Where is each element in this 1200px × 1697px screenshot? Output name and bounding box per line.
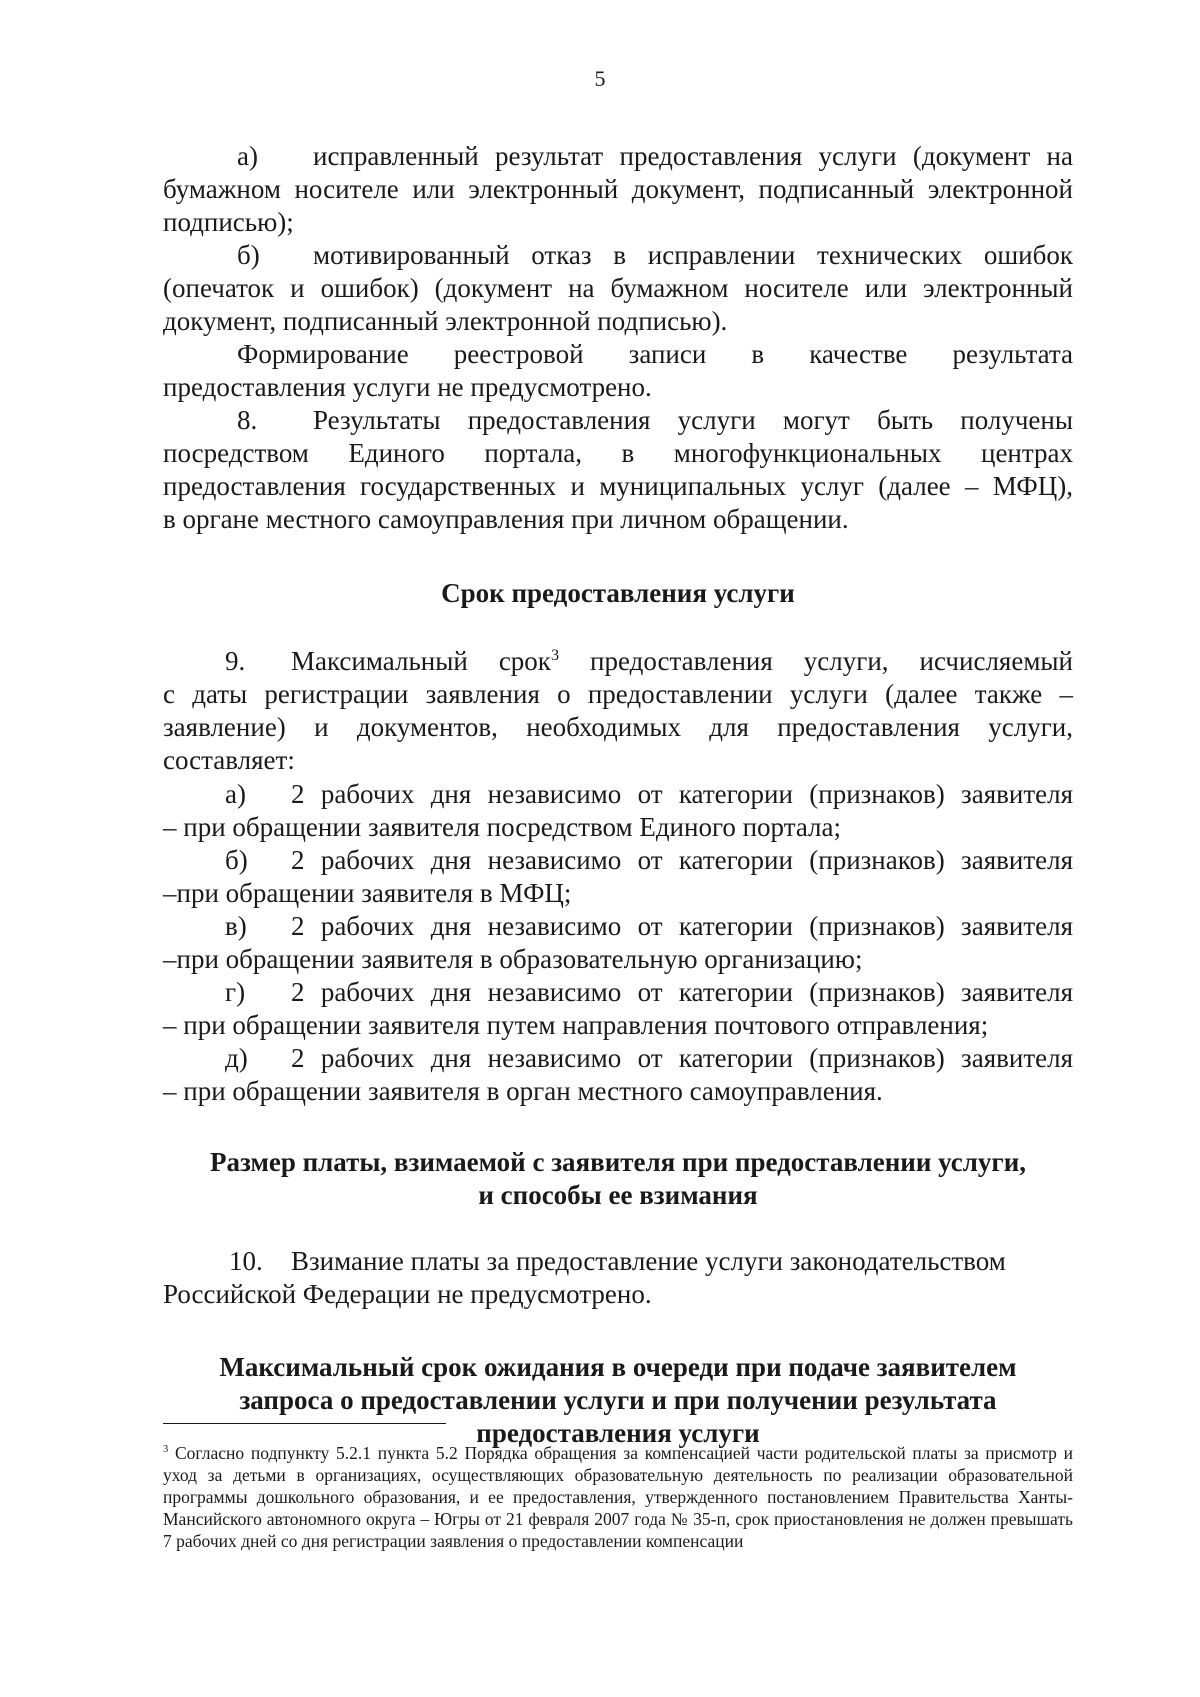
term-label: а) xyxy=(225,779,246,809)
footnote-3 xyxy=(163,1442,1073,1552)
page-number: 5 xyxy=(594,66,606,91)
term-second-line: – при обращении заявителя в орган местного самоуправления. xyxy=(163,1076,883,1106)
heading-queue xyxy=(163,1351,1073,1450)
item-9-line-3: заявление) и документов, необходимых для предоставления услуги, xyxy=(163,712,1073,742)
paragraph-a-line-1: исправленный результат предоставления услуги (документ на xyxy=(313,141,1073,171)
term-first-line: 2 рабочих дня независимо от категории (признаков) заявителя xyxy=(291,911,1073,941)
paragraph-b-line-2: (опечаток и ошибок) (документ на бумажном носителе или электронный xyxy=(163,273,1073,303)
item-8 xyxy=(163,404,1073,536)
item-9-line-1-rest: предоставления услуги, исчисляемый xyxy=(590,646,1074,676)
heading-queue-line-1: Максимальный срок ожидания в очереди при подаче заявителем xyxy=(219,1352,1017,1382)
term-first-line: 2 рабочих дня независимо от категории (признаков) заявителя xyxy=(291,779,1073,809)
item-9-number: 9. xyxy=(225,646,246,676)
footnote-ref-3[interactable]: 3 xyxy=(550,646,560,664)
footnote-mark: 3 xyxy=(163,1444,169,1456)
heading-service-term: Срок предоставления услуги xyxy=(441,578,795,608)
term-second-line: – при обращении заявителя путем направления почтового отправления; xyxy=(163,1010,989,1040)
term-second-line: –при обращении заявителя в МФЦ; xyxy=(163,878,572,908)
item-10-line-2: Российской Федерации не предусмотрено. xyxy=(163,1279,652,1309)
document-body xyxy=(163,140,1073,1450)
paragraph-b xyxy=(163,239,1073,338)
paragraph-a-label: а) xyxy=(237,141,258,171)
term-label: д) xyxy=(225,1043,248,1073)
paragraph-a-line-3: подписью); xyxy=(163,207,294,237)
heading-queue-line-2: запроса о предоставлении услуги и при получении результата xyxy=(239,1385,997,1415)
item-9-line-2: с даты регистрации заявления о предоставлении услуги (далее также – xyxy=(163,679,1073,709)
item-8-line-4: в органе местного самоуправления при личном обращении. xyxy=(163,504,849,534)
item-8-number: 8. xyxy=(237,405,258,435)
paragraph-a-line-2: бумажном носителе или электронный документ, подписанный электронной xyxy=(163,174,1073,204)
term-first-line: 2 рабочих дня независимо от категории (признаков) заявителя xyxy=(291,1043,1073,1073)
paragraph-a xyxy=(163,140,1073,239)
item-8-line-2: посредством Единого портала, в многофункциональных центрах xyxy=(163,438,1073,468)
list-item xyxy=(163,844,1073,910)
term-second-line: –при обращении заявителя в образовательную организацию; xyxy=(163,944,863,974)
list-item xyxy=(163,1042,1073,1108)
item-10-line-1: Взимание платы за предоставление услуги законодательством xyxy=(291,1246,1006,1276)
heading-fee-line-2: и способы ее взимания xyxy=(478,1180,758,1210)
term-label: г) xyxy=(225,977,246,1007)
footnote-divider xyxy=(163,1423,446,1424)
heading-fee xyxy=(163,1146,1073,1212)
term-label: в) xyxy=(225,911,247,941)
term-first-line: 2 рабочих дня независимо от категории (признаков) заявителя xyxy=(291,977,1073,1007)
term-first-line: 2 рабочих дня независимо от категории (признаков) заявителя xyxy=(291,845,1073,875)
item-8-line-3: предоставления государственных и муниципальных услуг (далее – МФЦ), xyxy=(163,471,1073,501)
list-item xyxy=(163,910,1073,976)
item-9-line-4: составляет: xyxy=(163,745,295,775)
registry-line-1: Формирование реестровой записи в качестве результата xyxy=(237,339,1073,369)
term-label: б) xyxy=(225,845,248,875)
item-9 xyxy=(163,645,1073,777)
paragraph-b-line-3: документ, подписанный электронной подписью). xyxy=(163,306,728,336)
paragraph-b-line-1: мотивированный отказ в исправлении технических ошибок xyxy=(313,240,1073,270)
heading-queue-line-3: предоставления услуги xyxy=(476,1418,760,1448)
registry-paragraph xyxy=(163,338,1073,404)
terms-list xyxy=(163,778,1073,1108)
heading-fee-line-1: Размер платы, взимаемой с заявителя при предоставлении услуги, xyxy=(209,1147,1026,1177)
item-8-line-1: Результаты предоставления услуги могут быть получены xyxy=(313,405,1073,435)
footnote-text: Согласно подпункту 5.2.1 пункта 5.2 Порядка обращения за компенсацией части родительской платы за присмотр и уход за детьми в организациях, осуществляющих образовательную деятельность по реализации образовательной программы дошкольного образования, и ее предоставления, утвержденного постановлением Правительства Ханты-Мансийского автономного округа – Югры от 21 февраля 2007 года № 35-п, срок приостановления не должен превышать 7 рабочих дней со дня регистрации заявления о предоставлении компенсации xyxy=(163,1443,1073,1551)
list-item xyxy=(163,976,1073,1042)
item-10 xyxy=(163,1245,1073,1311)
registry-line-2: предоставления услуги не предусмотрено. xyxy=(163,372,652,402)
item-9-line-1-start: Максимальный срок xyxy=(291,646,551,676)
term-second-line: – при обращении заявителя посредством Единого портала; xyxy=(163,812,842,842)
item-10-number: 10. xyxy=(229,1246,263,1276)
list-item xyxy=(163,778,1073,844)
paragraph-b-label: б) xyxy=(237,240,260,270)
